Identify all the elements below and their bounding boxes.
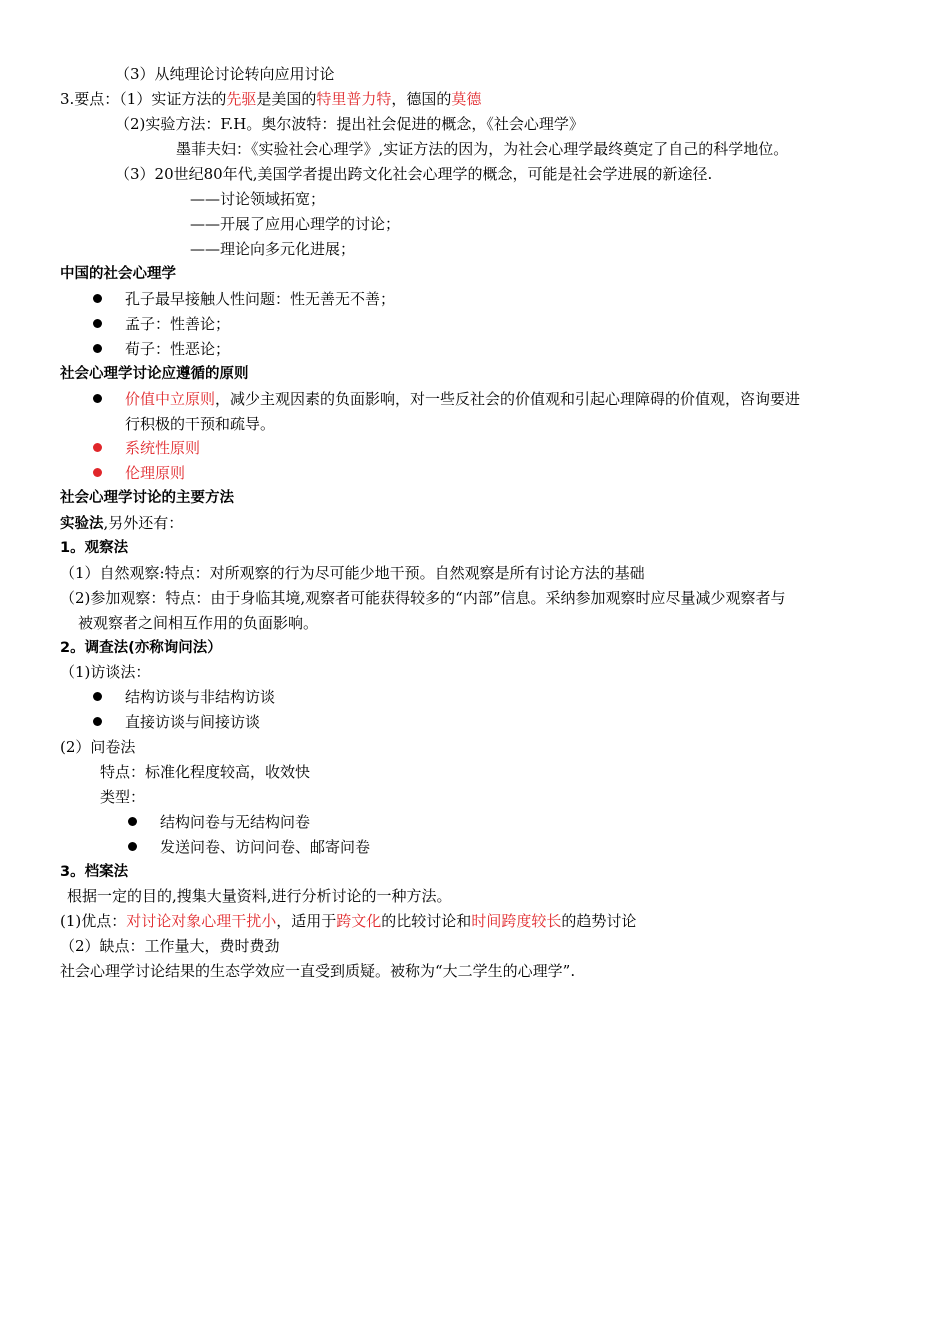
bullet-icon	[93, 692, 102, 701]
text-line: 类型：	[100, 788, 146, 806]
text-line: （3）20世纪80年代,美国学者提出跨文化社会心理学的概念，可能是社会学进展的新途径.	[115, 165, 713, 183]
section-heading: 社会心理学讨论应遵循的原则	[60, 366, 249, 382]
bullet-icon	[93, 344, 102, 353]
highlight-text: 莫德	[451, 90, 482, 108]
subsection-heading: 2。调查法(亦称询问法）	[60, 640, 222, 656]
highlight-text: 时间跨度较长	[471, 912, 562, 930]
bullet-icon	[93, 394, 102, 403]
text-line: （2）缺点：工作量大，费时费劲	[60, 937, 280, 955]
text-run: (1)优点：	[60, 912, 127, 930]
list-item	[125, 389, 800, 409]
text-line: 根据一定的目的,搜集大量资料,进行分析讨论的一种方法。	[67, 887, 452, 905]
bullet-icon	[93, 717, 102, 726]
text-run: 的趋势讨论	[561, 912, 637, 930]
text-run: ，德国的	[391, 90, 452, 108]
section-heading: 中国的社会心理学	[60, 266, 176, 282]
text-line: 行积极的干预和疏导。	[125, 415, 276, 433]
section-heading: 社会心理学讨论的主要方法	[60, 490, 234, 506]
text-line	[60, 513, 183, 534]
bullet-icon	[93, 468, 102, 477]
bullet-icon	[128, 842, 137, 851]
subsection-heading: 1。观察法	[60, 540, 129, 556]
text-line: 被观察者之间相互作用的负面影响。	[78, 614, 319, 632]
bold-text: 实验法	[60, 516, 104, 532]
bullet-icon	[93, 294, 102, 303]
list-item: 孟子：性善论；	[125, 315, 231, 333]
text-line: （2)参加观察：特点：由于身临其境,观察者可能获得较多的“内部”信息。采纳参加观察时应尽量减少观察者与	[60, 589, 786, 607]
list-item: 直接访谈与间接访谈	[125, 713, 261, 731]
text-line: （3）从纯理论讨论转向应用讨论	[115, 65, 335, 83]
text-line	[60, 911, 636, 931]
text-run: 是美国的	[256, 90, 317, 108]
text-line: ——讨论领域拓宽；	[190, 190, 326, 208]
text-line: （1)访谈法：	[60, 663, 151, 681]
text-line: 社会心理学讨论结果的生态学效应一直受到质疑。被称为“大二学生的心理学”.	[60, 962, 576, 980]
text-line	[60, 89, 481, 109]
list-item: 结构访谈与非结构访谈	[125, 688, 276, 706]
text-run: ,另外还有：	[103, 514, 184, 532]
list-item: 系统性原则	[125, 439, 201, 457]
highlight-text: 特里普力特	[316, 90, 392, 108]
text-line: ——理论向多元化进展；	[190, 240, 356, 258]
bullet-icon	[93, 319, 102, 328]
bullet-icon	[93, 443, 102, 452]
list-item: 荀子：性恶论；	[125, 340, 231, 358]
text-line: (2）问卷法	[60, 738, 136, 756]
text-line: 特点：标准化程度较高，收效快	[100, 763, 311, 781]
highlight-text: 对讨论对象心理干扰小	[126, 912, 277, 930]
text-line: 墨菲夫妇：《实验社会心理学》,实证方法的因为，为社会心理学最终奠定了自己的科学地位。	[176, 140, 789, 158]
text-run: 3.要点：（1）实证方法的	[60, 90, 227, 108]
text-line: ——开展了应用心理学的讨论；	[190, 215, 401, 233]
bullet-icon	[128, 817, 137, 826]
list-item: 孔子最早接触人性问题：性无善无不善；	[125, 290, 396, 308]
text-run: 的比较讨论和	[381, 912, 472, 930]
highlight-text: 先驱	[226, 90, 257, 108]
highlight-text: 跨文化	[336, 912, 382, 930]
list-item: 结构问卷与无结构问卷	[160, 813, 311, 831]
text-line: （1）自然观察:特点：对所观察的行为尽可能少地干预。自然观察是所有讨论方法的基础	[60, 564, 645, 582]
highlight-text: 价值中立原则	[125, 390, 216, 408]
list-item: 发送问卷、访问问卷、邮寄问卷	[160, 838, 371, 856]
list-item: 伦理原则	[125, 464, 186, 482]
subsection-heading: 3。档案法	[60, 864, 129, 880]
text-line: （2)实验方法：F.H。奥尔波特：提出社会促进的概念，《社会心理学》	[115, 115, 584, 133]
text-run: ，减少主观因素的负面影响，对一些反社会的价值观和引起心理障碍的价值观，咨询要进	[215, 390, 801, 408]
text-run: ，适用于	[276, 912, 337, 930]
